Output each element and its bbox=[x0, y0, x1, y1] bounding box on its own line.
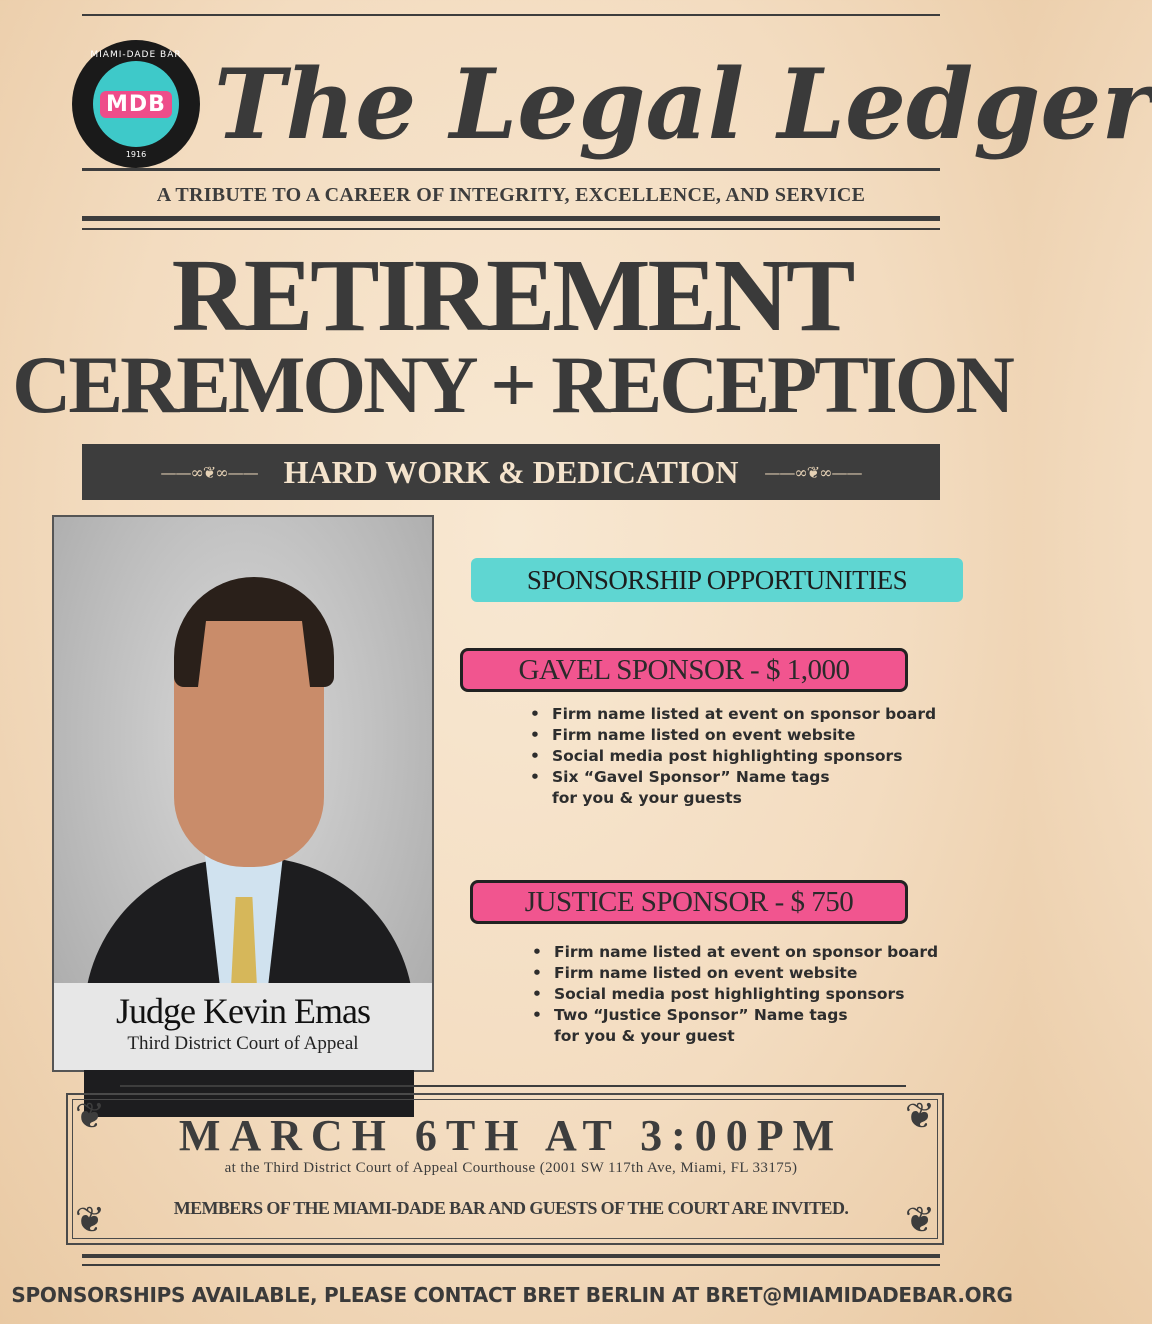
masthead-rule bbox=[82, 168, 940, 171]
list-item-continued: for you & your guests bbox=[552, 789, 742, 807]
justice-sponsor-tier: JUSTICE SPONSOR - $ 750 bbox=[470, 880, 908, 924]
footer-rule-thin bbox=[82, 1264, 940, 1266]
logo-mark: MDB bbox=[100, 91, 172, 118]
banner bbox=[82, 444, 940, 500]
corner-ornament-icon: ❦ bbox=[904, 1096, 936, 1137]
headline-retirement: RETIREMENT bbox=[171, 238, 853, 353]
gavel-benefits-list bbox=[528, 704, 948, 809]
footer-contact: SPONSORSHIPS AVAILABLE, PLEASE CONTACT BRET BERLIN AT BRET@MIAMIDADEBAR.ORG bbox=[11, 1283, 1013, 1307]
list-item: • Firm name listed on event website bbox=[528, 725, 948, 746]
flourish-right-icon: ——∞❦∞—— bbox=[764, 462, 862, 482]
corner-ornament-icon: ❦ bbox=[74, 1096, 106, 1137]
list-item: • Firm name listed at event on sponsor board bbox=[528, 704, 948, 725]
tagline: A TRIBUTE TO A CAREER OF INTEGRITY, EXCELLENCE, AND SERVICE bbox=[156, 184, 866, 206]
sponsorship-heading: SPONSORSHIP OPPORTUNITIES bbox=[471, 558, 963, 602]
gavel-sponsor-tier: GAVEL SPONSOR - $ 1,000 bbox=[460, 648, 908, 692]
justice-benefits-list bbox=[530, 942, 960, 1047]
photo-caption bbox=[54, 983, 432, 1070]
event-location: at the Third District Court of Appeal Courthouse (2001 SW 117th Ave, Miami, FL 33175) bbox=[224, 1160, 798, 1176]
banner-text: HARD WORK & DEDICATION bbox=[283, 453, 739, 490]
list-item: • Social media post highlighting sponsors bbox=[530, 984, 960, 1005]
headline-ceremony: CEREMONY + RECEPTION bbox=[12, 339, 1012, 430]
tagline-rule-thick bbox=[82, 216, 940, 221]
date-top-rule bbox=[120, 1085, 906, 1087]
list-item-continued: for you & your guest bbox=[554, 1027, 735, 1045]
top-rule bbox=[82, 14, 940, 16]
footer-rule-thick bbox=[82, 1254, 940, 1258]
honoree-photo bbox=[52, 515, 434, 1072]
list-item: • Two “Justice Sponsor” Name tags bbox=[530, 1005, 960, 1026]
logo-top-text: MIAMI-DADE BAR bbox=[90, 50, 182, 60]
mdb-logo bbox=[72, 40, 200, 168]
event-invite: MEMBERS OF THE MIAMI-DADE BAR AND GUESTS OF THE COURT ARE INVITED. bbox=[173, 1198, 849, 1218]
masthead-title: The Legal Ledger bbox=[214, 48, 1152, 161]
flourish-left-icon: ——∞❦∞—— bbox=[160, 462, 258, 482]
corner-ornament-icon: ❦ bbox=[904, 1200, 936, 1241]
list-item: • Firm name listed at event on sponsor board bbox=[530, 942, 960, 963]
list-item: • Six “Gavel Sponsor” Name tags bbox=[528, 767, 948, 788]
logo-year: 1916 bbox=[125, 150, 147, 159]
corner-ornament-icon: ❦ bbox=[74, 1200, 106, 1241]
tagline-rule-thin bbox=[82, 228, 940, 230]
honoree-name: Judge Kevin Emas bbox=[116, 991, 370, 1031]
list-item: • Social media post highlighting sponsors bbox=[528, 746, 948, 767]
honoree-title: Third District Court of Appeal bbox=[127, 1033, 359, 1054]
event-date-time: MARCH 6TH AT 3:00PM bbox=[178, 1111, 844, 1160]
list-item: • Firm name listed on event website bbox=[530, 963, 960, 984]
logo-badge bbox=[93, 61, 179, 147]
